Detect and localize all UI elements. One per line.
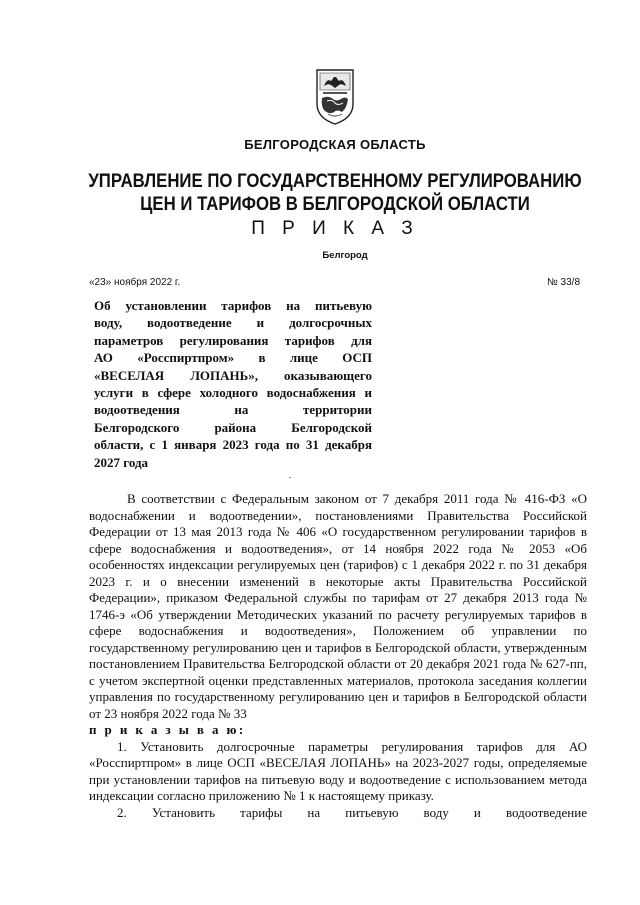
scan-speck (289, 477, 291, 478)
subject-line: области, с 1 января 2023 года по 31 декабря (94, 437, 372, 453)
coat-of-arms-icon (314, 68, 356, 126)
subject-line: 2027 года (94, 454, 149, 470)
document-type: П Р И К А З (251, 218, 419, 239)
city-name: Белгород (322, 250, 368, 261)
organization-name-line-2: ЦЕН И ТАРИФОВ В БЕЛГОРОДСКОЙ ОБЛАСТИ (140, 193, 530, 215)
subject-line: «ВЕСЕЛАЯ ЛОПАНЬ», оказывающего (94, 367, 372, 383)
subject-line: водоотведения на территории (94, 402, 372, 418)
region-title: БЕЛГОРОДСКАЯ ОБЛАСТЬ (244, 137, 426, 152)
order-item-2: 2. Установить тарифы на питьевую воду и водоотведение (117, 804, 587, 820)
subject-line: Об установлении тарифов на питьевую (94, 298, 372, 313)
subject-line: АО «Росспиртпром» в лице ОСП (94, 350, 372, 366)
document-body (89, 491, 587, 821)
organization-name-line-1: УПРАВЛЕНИЕ ПО ГОСУДАРСТВЕННОМУ РЕГУЛИРОВАНИЮ (88, 170, 582, 192)
order-item-1: 1. Установить долгосрочные параметры регулирования тарифов для АО «Росспиртпром» в лице ОСП «ВЕСЕЛАЯ ЛОПАНЬ» на 2023-2027 годы, определяемые при установлении тарифов на питьевую воду и водоотведение с использованием метода индексации согласно приложению № 1 к настоящему приказу. (89, 738, 587, 803)
subject-line: услуги в сфере холодного водоснабжения и (94, 385, 372, 401)
document-date: «23» ноября 2022 г. (89, 277, 181, 288)
subject-line: Белгородского района Белгородской (94, 419, 372, 435)
preamble-paragraph: В соответствии с Федеральным законом от 7 декабря 2011 года № 416-ФЗ «О водоснабжении и водоотведении», постановлениями Правительства Российской Федерации от 13 мая 2013 года № 406 «О государственном регулировании тарифов в сфере водоснабжения и водоотведения», от 14 ноября 2022 года № 2053 «Об особенностях индексации регулируемых цен (тарифов) с 1 декабря 2022 г. по 31 декабря 2023 г. и о внесении изменений в некоторые акты Правительства Российской Федерации», приказом Федеральной службы по тарифам от 27 декабря 2013 года № 1746-э «Об утверждении Методических указаний по расчету регулируемых тарифов в сфере водоснабжения и водоотведения», Положением об управлении по государственному регулированию цен и тарифов в Белгородской области, утвержденным постановлением Правительства Белгородской области от 20 декабря 2021 года № 627-пп, с учетом экспертной оценки представленных материалов, протокола заседания коллегии управления по государственному регулированию цен и тарифов в Белгородской области от 23 ноября 2022 года № 33 (89, 491, 587, 721)
order-directive: п р и к а з ы в а ю: (89, 722, 246, 737)
document-number: № 33/8 (547, 277, 580, 288)
subject-line: параметров регулирования тарифов для (94, 332, 372, 348)
document-subject (94, 297, 372, 471)
subject-line: воду, водоотведение и долгосрочных (94, 315, 372, 331)
